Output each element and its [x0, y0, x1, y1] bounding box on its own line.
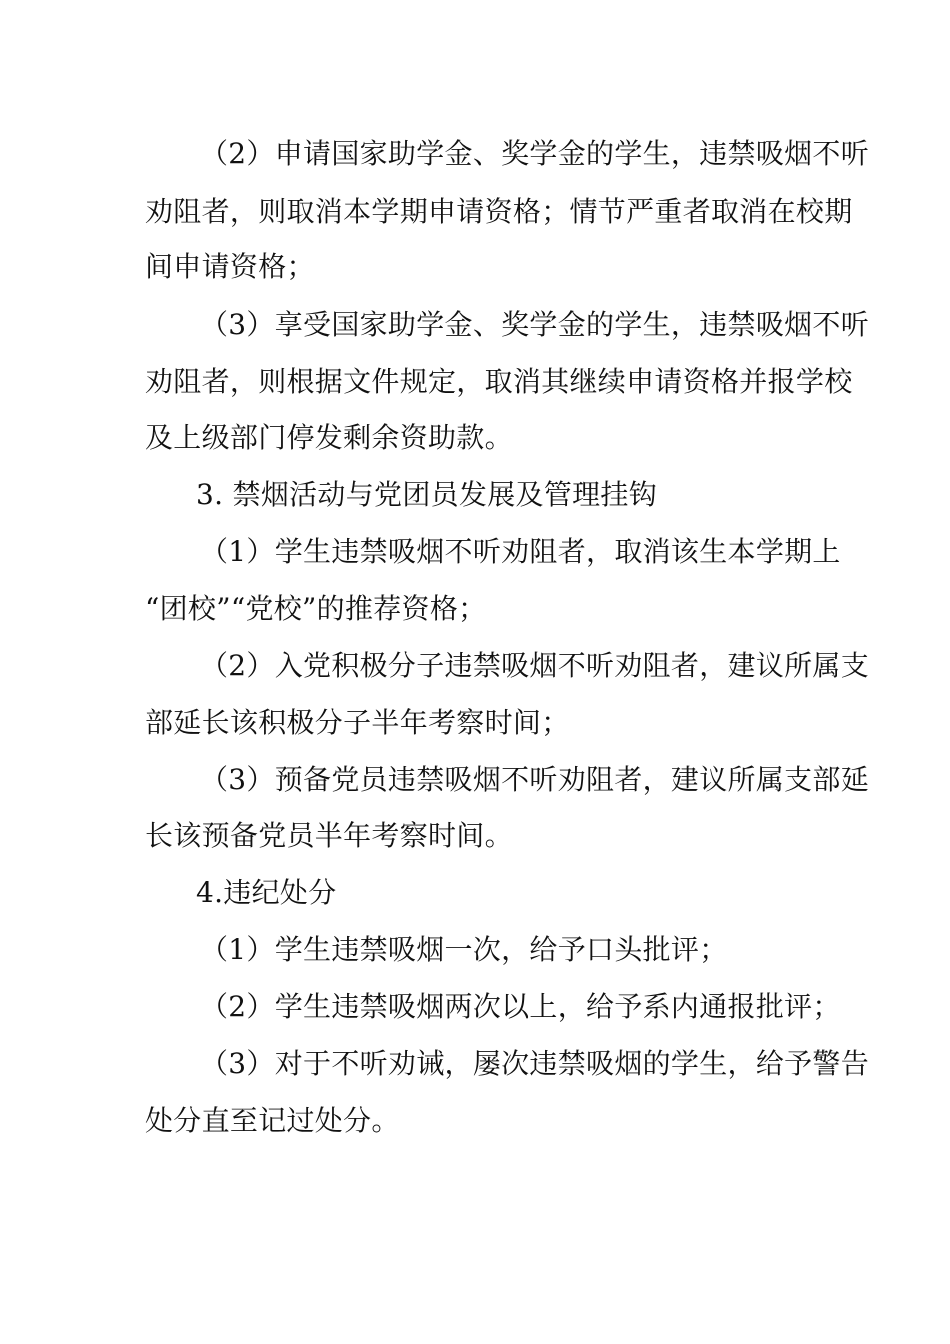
paragraph-line: （3）对于不听劝诫，屡次违禁吸烟的学生，给予警告 [200, 1047, 870, 1080]
paragraph-line: （2）学生违禁吸烟两次以上，给予系内通报批评； [200, 990, 841, 1023]
paragraph-line: 劝阻者，则根据文件规定，取消其继续申请资格并报学校 [145, 365, 853, 398]
paragraph-line: 部延长该积极分子半年考察时间； [145, 706, 570, 739]
paragraph-line: 间申请资格； [145, 250, 315, 283]
paragraph-line: （1）学生违禁吸烟不听劝阻者，取消该生本学期上 [200, 535, 841, 568]
paragraph-line: （2）申请国家助学金、奖学金的学生，违禁吸烟不听 [200, 137, 870, 170]
section-heading: 4.违纪处分 [196, 876, 337, 909]
paragraph-line: （2）入党积极分子违禁吸烟不听劝阻者，建议所属支 [200, 649, 870, 682]
paragraph-line: （1）学生违禁吸烟一次，给予口头批评； [200, 933, 728, 966]
paragraph-line: （3）享受国家助学金、奖学金的学生，违禁吸烟不听 [200, 308, 870, 341]
paragraph-line: （3）预备党员违禁吸烟不听劝阻者，建议所属支部延 [200, 763, 870, 796]
paragraph-line: 及上级部门停发剩余资助款。 [145, 421, 513, 454]
section-heading: 3. 禁烟活动与党团员发展及管理挂钩 [196, 478, 658, 511]
paragraph-line: 长该预备党员半年考察时间。 [145, 819, 513, 852]
paragraph-line: “团校”“党校”的推荐资格； [145, 592, 487, 625]
paragraph-line: 处分直至记过处分。 [145, 1104, 400, 1137]
paragraph-line: 劝阻者，则取消本学期申请资格；情节严重者取消在校期 [145, 195, 853, 228]
